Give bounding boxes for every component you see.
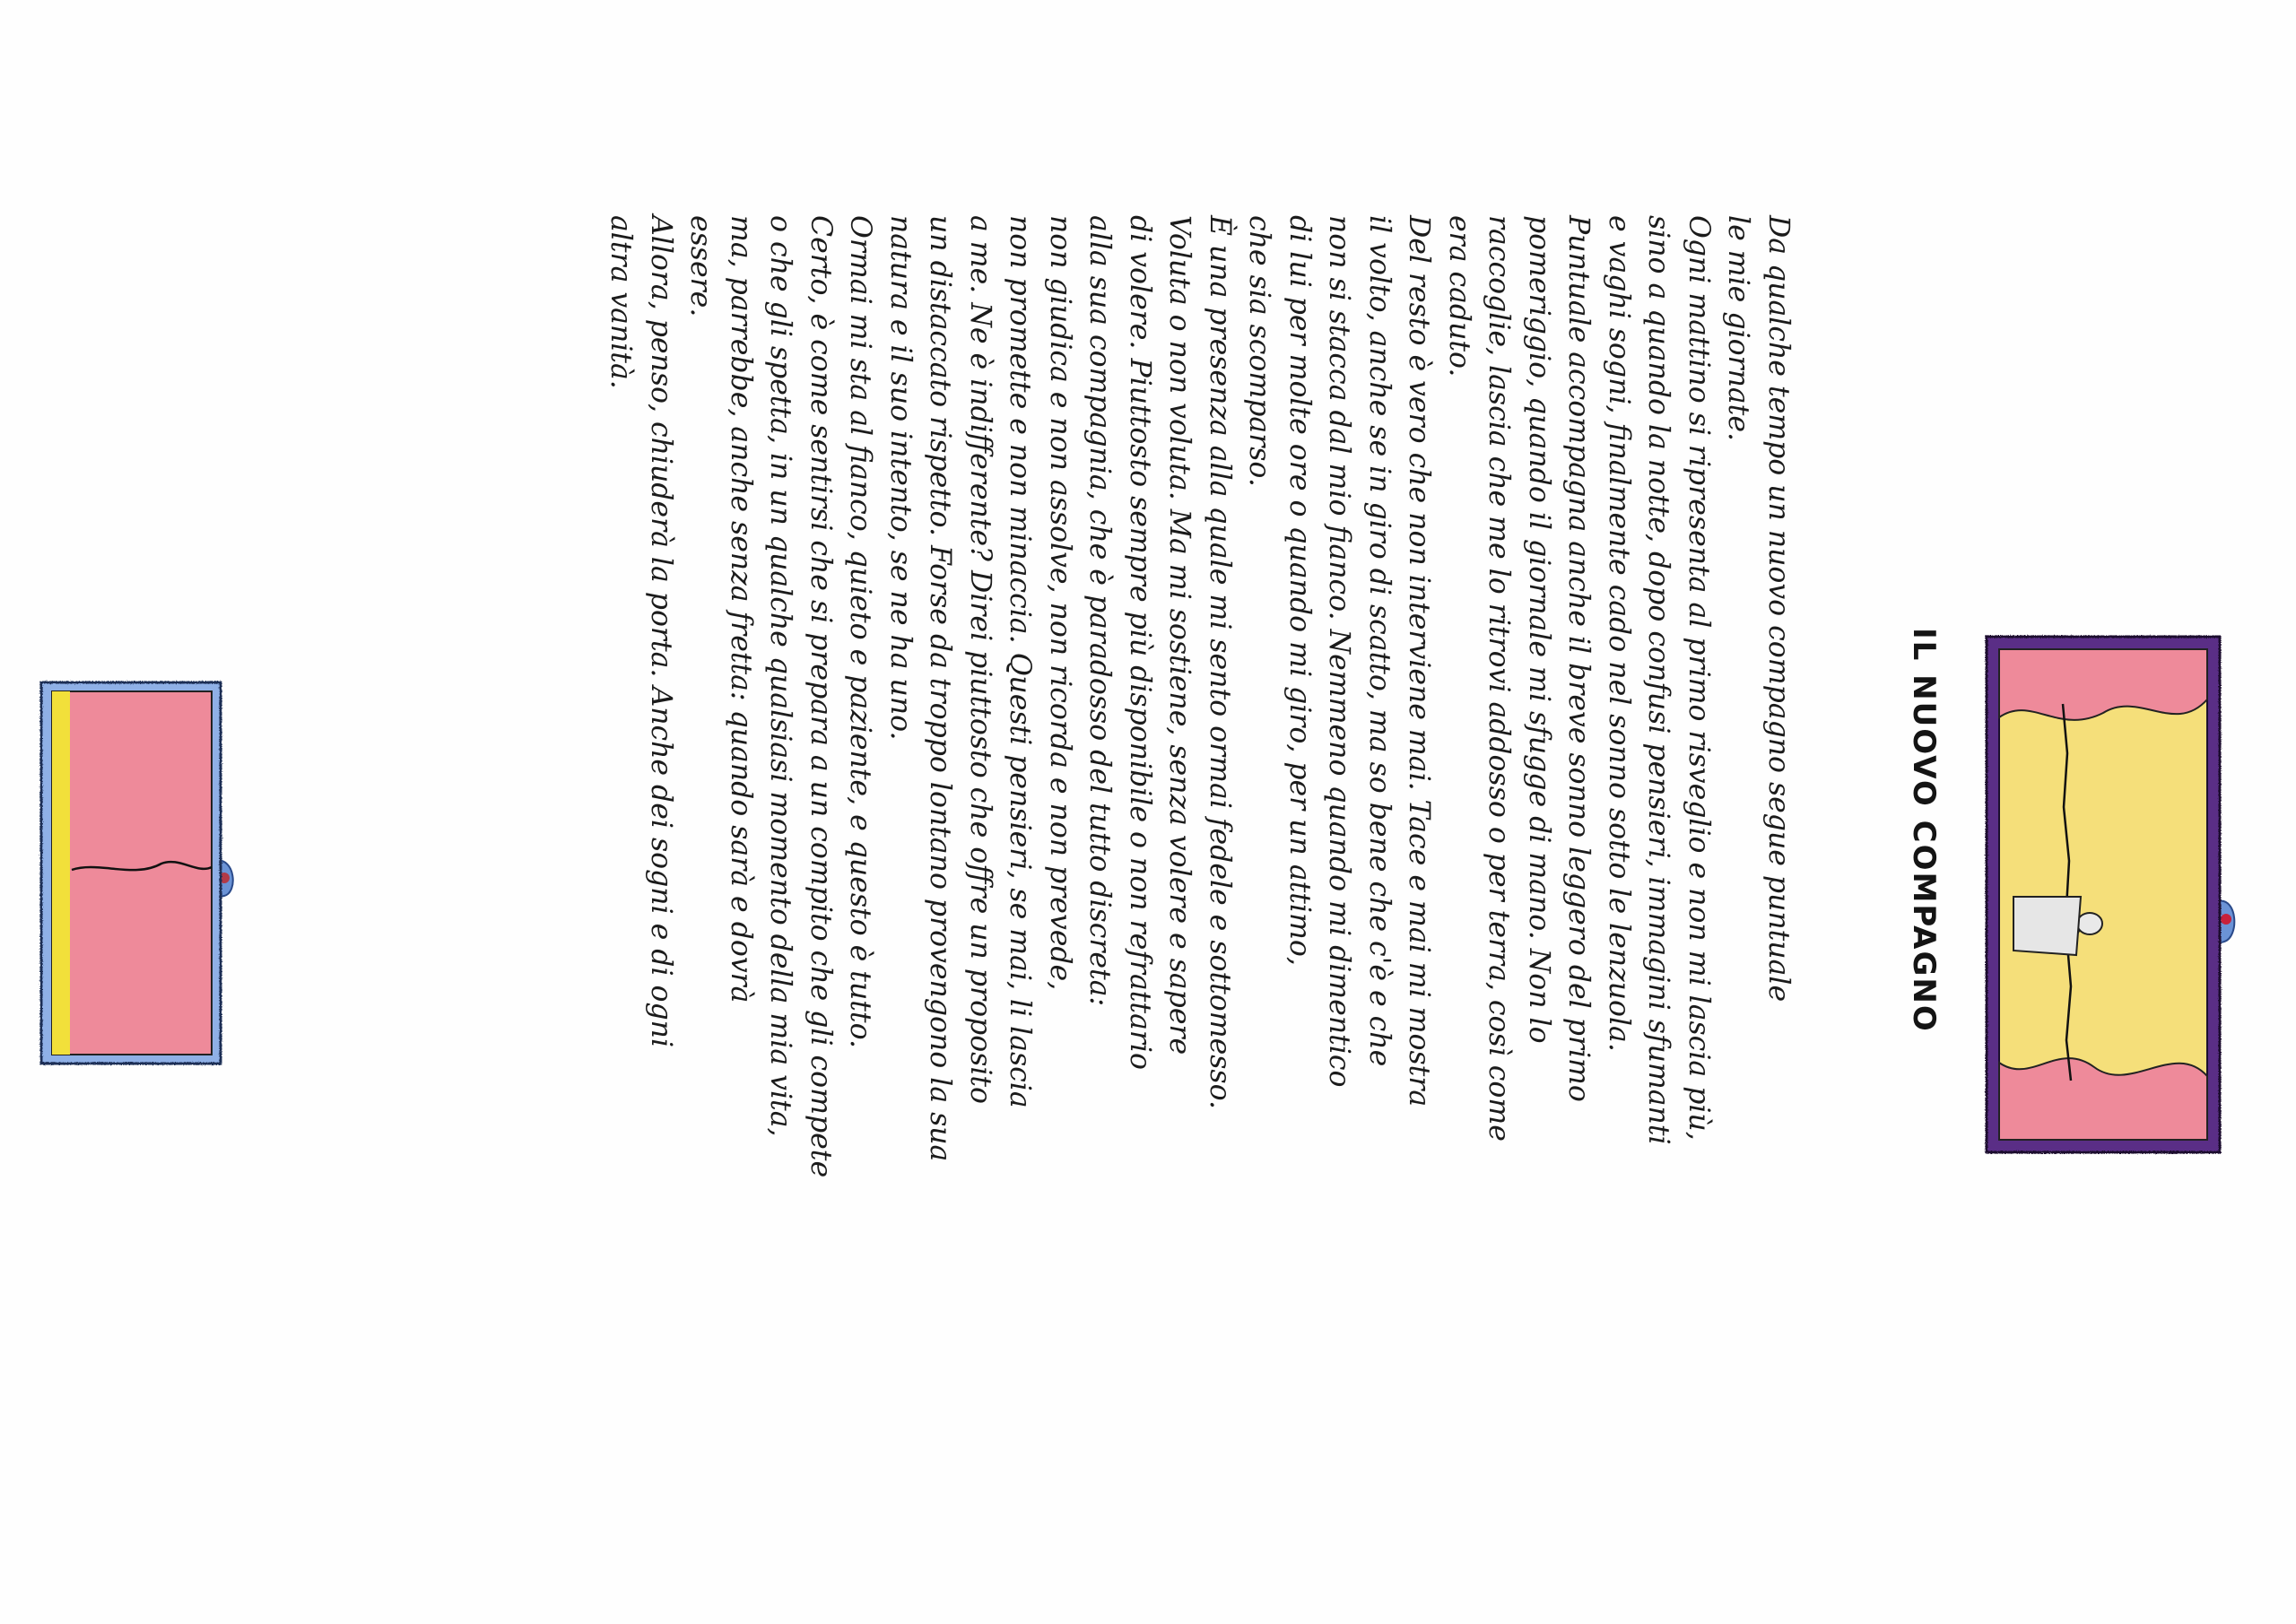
text-line: altra vanità.	[604, 215, 638, 389]
text-line: a me. Ne è indifferente? Direi piuttosto che offre un proposito	[964, 215, 996, 1105]
illustration-framed-figure	[1978, 628, 2238, 1161]
text-line: Voluta o non voluta. Ma mi sostiene, senza volere e sapere	[1163, 215, 1196, 1055]
text-line: Ormai mi sta al fianco, quieto e paziente, e questo è tutto.	[844, 215, 877, 1048]
pink-panel	[52, 691, 212, 1055]
figure-face	[2077, 913, 2102, 934]
framed-figure-drawing	[1978, 628, 2238, 1161]
text-line: essere.	[684, 215, 718, 317]
text-line: non si stacca dal mio fianco. Nemmeno quando mi dimentico	[1323, 215, 1356, 1088]
text-line: un distaccato rispetto. Forse da troppo lontano provengono la sua	[924, 215, 957, 1162]
text-line: raccoglie, lascia che me lo ritrovi addosso o per terra, così come	[1483, 215, 1516, 1142]
text-line: il volto, anche se in giro di scatto, ma so bene che c'è e che	[1363, 215, 1396, 1067]
text-line: Certo, è come sentirsi che si prepara a un compito che gli compete	[804, 215, 837, 1178]
text-line: non promette e non minaccia. Questi pensieri, se mai, li lascia	[1004, 215, 1037, 1108]
text-line: Puntuale accompagna anche il breve sonno leggero del primo	[1562, 215, 1596, 1102]
handwritten-body	[229, 215, 1798, 1444]
text-line: sino a quando la notte, dopo confusi pensieri, immagini sfumanti	[1642, 215, 1675, 1145]
text-line: era caduto.	[1443, 215, 1475, 378]
text-line: pomeriggio, quando il giornale mi sfugge di mano. Non lo	[1523, 215, 1555, 1044]
text-line: È una presenza alla quale mi sento ormai fedele e sottomesso.	[1204, 215, 1236, 1110]
knob-dot	[2221, 914, 2231, 925]
framed-pink-drawing	[36, 677, 260, 1072]
illustration-framed-pink	[36, 677, 260, 1072]
pink-top-curtain	[1999, 649, 2207, 720]
text-line: alla sua compagnia, che è paradosso del tutto discreta:	[1083, 215, 1117, 1007]
text-line: di lui per molte ore o quando mi giro, per un attimo,	[1283, 215, 1316, 966]
body-text	[229, 215, 1798, 1444]
text-line: che sia scomparso.	[1243, 215, 1276, 487]
page-title: IL NUOVO COMPAGNO	[1906, 628, 1942, 1033]
text-line: Allora, penso, chiuderà la porta. Anche dei sogni e di ogni	[645, 215, 677, 1048]
figure-body	[2013, 897, 2081, 955]
text-line: e vaghi sogni, finalmente cado nel sonno sotto le lenzuola.	[1603, 215, 1635, 1052]
text-line: o che gli spetta, in un qualche qualsiasi momento della mia vita,	[764, 215, 797, 1137]
text-line: ma, parrebbe, anche senza fretta: quando sarà e dovrà	[725, 215, 757, 1003]
title-container	[1897, 628, 1951, 1033]
text-line: non giudica e non assolve, non ricorda e non prevede,	[1044, 215, 1076, 991]
text-line: Ogni mattino si ripresenta al primo risveglio e non mi lascia più,	[1683, 215, 1715, 1141]
text-line: Del resto è vero che non interviene mai. Tace e mai mi mostra	[1403, 215, 1436, 1107]
text-line: le mie giornate.	[1722, 215, 1755, 441]
text-line: di volere. Piuttosto sempre più disponibile o non refrattario	[1124, 215, 1156, 1070]
text-line: natura e il suo intento, se ne ha uno.	[884, 215, 917, 741]
yellow-strip	[52, 691, 70, 1055]
text-line: Da qualche tempo un nuovo compagno segue puntuale	[1762, 215, 1795, 1003]
